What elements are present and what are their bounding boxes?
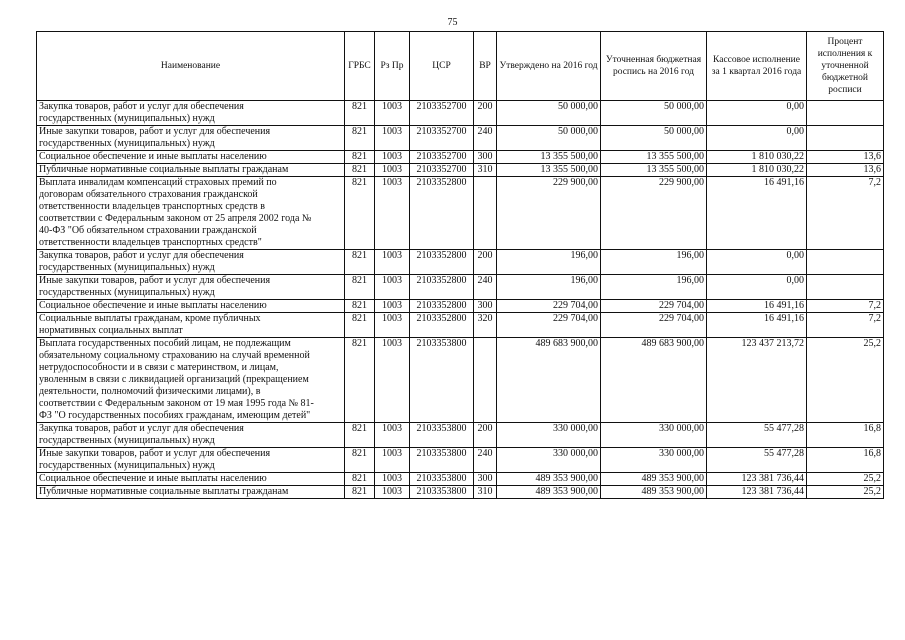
- row-vr-cell: 300: [474, 300, 497, 313]
- column-header-refined: Уточненная бюджетная роспись на 2016 год: [601, 32, 707, 101]
- row-cash-cell: 16 491,16: [707, 313, 807, 338]
- row-approved-cell: 489 353 900,00: [497, 486, 601, 499]
- row-rzpr-cell: 1003: [375, 423, 410, 448]
- row-cash-cell: 123 381 736,44: [707, 486, 807, 499]
- row-vr-cell: 300: [474, 151, 497, 164]
- row-vr-cell: 320: [474, 313, 497, 338]
- row-csr-cell: 2103352700: [410, 101, 474, 126]
- row-vr-cell: 310: [474, 164, 497, 177]
- row-approved-cell: 196,00: [497, 250, 601, 275]
- row-grbs-cell: 821: [345, 177, 375, 250]
- table-row: [37, 275, 884, 300]
- row-name-cell: Социальные выплаты гражданам, кроме публичных нормативных социальных выплат: [37, 313, 345, 338]
- row-refined-cell: 330 000,00: [601, 448, 707, 473]
- row-csr-cell: 2103352700: [410, 126, 474, 151]
- row-cash-cell: 0,00: [707, 275, 807, 300]
- row-percent-cell: [807, 126, 884, 151]
- table-row: [37, 300, 884, 313]
- row-grbs-cell: 821: [345, 151, 375, 164]
- row-percent-cell: 25,2: [807, 486, 884, 499]
- row-name-cell: Закупка товаров, работ и услуг для обеспечения государственных (муниципальных) нужд: [37, 101, 345, 126]
- table-row: [37, 486, 884, 499]
- budget-execution-table: [36, 31, 884, 499]
- row-csr-cell: 2103352800: [410, 275, 474, 300]
- column-header-grbs: ГРБС: [345, 32, 375, 101]
- row-vr-cell: 310: [474, 486, 497, 499]
- row-grbs-cell: 821: [345, 313, 375, 338]
- row-vr-cell: [474, 338, 497, 423]
- row-name-cell: Выплата государственных пособий лицам, не подлежащим обязательному социальному страхованию на случай временной нетрудоспособности и в связи с материнством, и лицам, уволенным в связи с ликвидацией организаций (прекращением деятельности, полномочий физическими лицами), в соответствии с Федеральным законом от 19 мая 1995 года № 81- ФЗ "О государственных пособиях гражданам, имеющим детей": [37, 338, 345, 423]
- column-header-percent: Процент исполнения к уточненной бюджетной росписи: [807, 32, 884, 101]
- row-rzpr-cell: 1003: [375, 473, 410, 486]
- table-row: [37, 101, 884, 126]
- table-row: [37, 473, 884, 486]
- row-vr-cell: 200: [474, 250, 497, 275]
- row-rzpr-cell: 1003: [375, 448, 410, 473]
- row-refined-cell: 229 704,00: [601, 300, 707, 313]
- row-approved-cell: 196,00: [497, 275, 601, 300]
- row-name-cell: Закупка товаров, работ и услуг для обеспечения государственных (муниципальных) нужд: [37, 250, 345, 275]
- row-name-cell: Публичные нормативные социальные выплаты гражданам: [37, 164, 345, 177]
- row-refined-cell: 489 353 900,00: [601, 473, 707, 486]
- row-approved-cell: 229 704,00: [497, 300, 601, 313]
- row-vr-cell: 300: [474, 473, 497, 486]
- row-cash-cell: 16 491,16: [707, 300, 807, 313]
- row-percent-cell: 13,6: [807, 151, 884, 164]
- table-row: [37, 164, 884, 177]
- row-grbs-cell: 821: [345, 126, 375, 151]
- row-rzpr-cell: 1003: [375, 486, 410, 499]
- row-approved-cell: 330 000,00: [497, 448, 601, 473]
- row-refined-cell: 489 683 900,00: [601, 338, 707, 423]
- row-percent-cell: [807, 101, 884, 126]
- row-name-cell: Иные закупки товаров, работ и услуг для обеспечения государственных (муниципальных) нужд: [37, 448, 345, 473]
- row-grbs-cell: 821: [345, 486, 375, 499]
- row-grbs-cell: 821: [345, 338, 375, 423]
- row-name-cell: Закупка товаров, работ и услуг для обеспечения государственных (муниципальных) нужд: [37, 423, 345, 448]
- row-grbs-cell: 821: [345, 101, 375, 126]
- row-rzpr-cell: 1003: [375, 151, 410, 164]
- row-approved-cell: 489 353 900,00: [497, 473, 601, 486]
- row-name-cell: Иные закупки товаров, работ и услуг для обеспечения государственных (муниципальных) нужд: [37, 126, 345, 151]
- column-header-cash: Кассовое исполнение за 1 квартал 2016 года: [707, 32, 807, 101]
- table-row: [37, 126, 884, 151]
- table-header-row: [37, 32, 884, 101]
- column-header-rzpr: Рз Пр: [375, 32, 410, 101]
- table-row: [37, 338, 884, 423]
- row-vr-cell: 200: [474, 101, 497, 126]
- row-grbs-cell: 821: [345, 448, 375, 473]
- row-approved-cell: 489 683 900,00: [497, 338, 601, 423]
- row-refined-cell: 196,00: [601, 250, 707, 275]
- row-rzpr-cell: 1003: [375, 126, 410, 151]
- row-cash-cell: 55 477,28: [707, 448, 807, 473]
- table-row: [37, 313, 884, 338]
- row-cash-cell: 0,00: [707, 250, 807, 275]
- row-vr-cell: 200: [474, 423, 497, 448]
- row-grbs-cell: 821: [345, 275, 375, 300]
- row-name-cell: Выплата инвалидам компенсаций страховых премий по договорам обязательного страхования гражданской ответственности владельцев транспортных средств в соответствии с Федеральным законом от 25 апреля 2002 года № 40-ФЗ "Об обязательном страховании гражданской ответственности владельцев транспортных средств": [37, 177, 345, 250]
- row-grbs-cell: 821: [345, 473, 375, 486]
- row-refined-cell: 489 353 900,00: [601, 486, 707, 499]
- column-header-name: Наименование: [37, 32, 345, 101]
- row-name-cell: Социальное обеспечение и иные выплаты населению: [37, 151, 345, 164]
- row-rzpr-cell: 1003: [375, 313, 410, 338]
- row-refined-cell: 196,00: [601, 275, 707, 300]
- table-row: [37, 250, 884, 275]
- row-name-cell: Социальное обеспечение и иные выплаты населению: [37, 473, 345, 486]
- row-refined-cell: 50 000,00: [601, 101, 707, 126]
- row-grbs-cell: 821: [345, 423, 375, 448]
- row-percent-cell: 16,8: [807, 448, 884, 473]
- row-approved-cell: 50 000,00: [497, 101, 601, 126]
- row-percent-cell: 13,6: [807, 164, 884, 177]
- row-cash-cell: 0,00: [707, 126, 807, 151]
- table-row: [37, 177, 884, 250]
- row-vr-cell: [474, 177, 497, 250]
- row-csr-cell: 2103353800: [410, 473, 474, 486]
- column-header-approved: Утверждено на 2016 год: [497, 32, 601, 101]
- table-row: [37, 151, 884, 164]
- row-grbs-cell: 821: [345, 164, 375, 177]
- row-percent-cell: 16,8: [807, 423, 884, 448]
- row-cash-cell: 1 810 030,22: [707, 164, 807, 177]
- row-refined-cell: 229 704,00: [601, 313, 707, 338]
- row-csr-cell: 2103352800: [410, 250, 474, 275]
- row-percent-cell: 25,2: [807, 338, 884, 423]
- row-csr-cell: 2103352700: [410, 164, 474, 177]
- row-refined-cell: 13 355 500,00: [601, 151, 707, 164]
- row-csr-cell: 2103352800: [410, 300, 474, 313]
- row-approved-cell: 13 355 500,00: [497, 151, 601, 164]
- row-csr-cell: 2103353800: [410, 338, 474, 423]
- row-percent-cell: 7,2: [807, 177, 884, 250]
- row-approved-cell: 229 704,00: [497, 313, 601, 338]
- row-cash-cell: 16 491,16: [707, 177, 807, 250]
- row-rzpr-cell: 1003: [375, 338, 410, 423]
- row-approved-cell: 50 000,00: [497, 126, 601, 151]
- table-row: [37, 448, 884, 473]
- row-approved-cell: 330 000,00: [497, 423, 601, 448]
- row-csr-cell: 2103353800: [410, 448, 474, 473]
- row-cash-cell: 55 477,28: [707, 423, 807, 448]
- row-rzpr-cell: 1003: [375, 250, 410, 275]
- row-csr-cell: 2103352800: [410, 177, 474, 250]
- row-rzpr-cell: 1003: [375, 300, 410, 313]
- row-grbs-cell: 821: [345, 250, 375, 275]
- row-refined-cell: 330 000,00: [601, 423, 707, 448]
- row-csr-cell: 2103352800: [410, 313, 474, 338]
- page-number: 75: [447, 17, 458, 28]
- row-percent-cell: [807, 275, 884, 300]
- row-cash-cell: 123 381 736,44: [707, 473, 807, 486]
- row-vr-cell: 240: [474, 126, 497, 151]
- column-header-csr: ЦСР: [410, 32, 474, 101]
- row-csr-cell: 2103352700: [410, 151, 474, 164]
- row-vr-cell: 240: [474, 275, 497, 300]
- row-cash-cell: 1 810 030,22: [707, 151, 807, 164]
- row-rzpr-cell: 1003: [375, 177, 410, 250]
- table-row: [37, 423, 884, 448]
- row-cash-cell: 0,00: [707, 101, 807, 126]
- row-refined-cell: 13 355 500,00: [601, 164, 707, 177]
- row-rzpr-cell: 1003: [375, 101, 410, 126]
- row-csr-cell: 2103353800: [410, 423, 474, 448]
- row-grbs-cell: 821: [345, 300, 375, 313]
- row-percent-cell: 7,2: [807, 313, 884, 338]
- row-cash-cell: 123 437 213,72: [707, 338, 807, 423]
- row-percent-cell: [807, 250, 884, 275]
- row-approved-cell: 13 355 500,00: [497, 164, 601, 177]
- row-refined-cell: 50 000,00: [601, 126, 707, 151]
- row-percent-cell: 25,2: [807, 473, 884, 486]
- row-rzpr-cell: 1003: [375, 275, 410, 300]
- row-approved-cell: 229 900,00: [497, 177, 601, 250]
- row-percent-cell: 7,2: [807, 300, 884, 313]
- row-rzpr-cell: 1003: [375, 164, 410, 177]
- row-vr-cell: 240: [474, 448, 497, 473]
- row-name-cell: Социальное обеспечение и иные выплаты населению: [37, 300, 345, 313]
- row-refined-cell: 229 900,00: [601, 177, 707, 250]
- row-name-cell: Публичные нормативные социальные выплаты гражданам: [37, 486, 345, 499]
- row-csr-cell: 2103353800: [410, 486, 474, 499]
- row-name-cell: Иные закупки товаров, работ и услуг для обеспечения государственных (муниципальных) нужд: [37, 275, 345, 300]
- column-header-vr: ВР: [474, 32, 497, 101]
